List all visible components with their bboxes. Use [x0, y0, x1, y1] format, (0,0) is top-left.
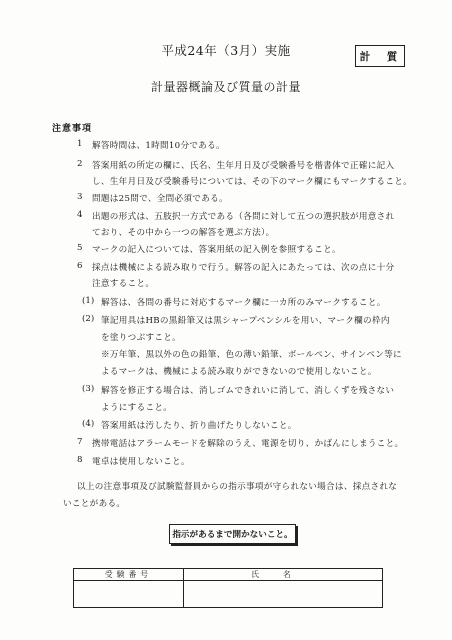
note-line: ※万年筆、黒以外の色の鉛筆、色の薄い鉛筆、ボールペン、サインペン等に [101, 350, 402, 360]
note-line: し、生年月日及び受験番号については、その下のマーク欄にもマークすること。 [92, 177, 413, 187]
exam-title: 計量器概論及び質量の計量 [150, 80, 301, 94]
note-line: よるマークは、機械による読み取りができないので使用しないこと。 [101, 367, 377, 377]
table-divider [183, 569, 184, 607]
note-line: 出題の形式は、五肢択一方式である（各問に対して五つの選択肢が用意され [92, 212, 395, 222]
note-line: ており、その中から一つの解答を選ぶ方法）。 [92, 228, 275, 238]
note-line: 採点は機械による読み取りで行う。解答の記入にあたっては、次の点に十分 [92, 263, 395, 273]
note-number: 7 [77, 437, 83, 447]
note-subnumber: (2) [82, 314, 95, 324]
closing-line-2: いことがある。 [63, 499, 126, 509]
note-line: を塗りつぶすこと。 [101, 333, 182, 343]
note-number: 3 [77, 192, 83, 202]
note-line: 答案用紙は汚したり、折り曲げたりしないこと。 [101, 421, 297, 431]
note-subnumber: (1) [82, 296, 95, 306]
name-header: 氏名 [251, 570, 315, 579]
exam-number-header: 受験番号 [104, 570, 153, 579]
note-subnumber: (3) [82, 384, 95, 394]
note-line: ようにすること。 [101, 403, 173, 413]
exam-number-field[interactable] [75, 581, 182, 607]
note-line: 電卓は使用しないこと。 [92, 457, 190, 467]
note-line: 解答を修正する場合は、消しゴムできれいに消して、消しくずを残さない [101, 386, 395, 396]
note-number: 4 [77, 210, 83, 220]
notes-heading: 注意事項 [52, 124, 93, 134]
note-number: 6 [77, 261, 83, 271]
note-line: 携帯電話はアラームモードを解除のうえ、電源を切り、かばんにしまうこと。 [92, 439, 404, 449]
note-number: 5 [77, 243, 83, 253]
candidate-info-table [73, 568, 383, 608]
note-line: 問題は25問で、全問必須である。 [92, 194, 228, 204]
subject-badge: 計 質 [355, 45, 405, 67]
note-number: 2 [77, 159, 83, 169]
note-line: 注意すること。 [92, 279, 155, 289]
name-field[interactable] [185, 581, 381, 607]
note-subnumber: (4) [82, 419, 95, 429]
note-line: 解答時間は、1時間10分である。 [92, 141, 225, 151]
note-line: マークの記入については、答案用紙の記入例を参照すること。 [92, 245, 341, 255]
exam-date: 平成24年（3月）実施 [161, 43, 291, 58]
closing-line-1: 以上の注意事項及び試験監督員からの指示事項が守られない場合は、採点されな [77, 482, 398, 492]
note-line: 答案用紙の所定の欄に、氏名、生年月日及び受験番号を楷書体で正確に記入 [92, 161, 395, 171]
note-number: 1 [77, 139, 83, 149]
note-line: 筆記用具はHBの黒鉛筆又は黒シャープペンシルを用い、マーク欄の枠内 [101, 316, 390, 326]
note-number: 8 [77, 455, 83, 465]
do-not-open-notice: 指示があるまで開かないこと。 [169, 524, 296, 544]
note-line: 解答は、各問の番号に対応するマーク欄に一カ所のみマークすること。 [101, 298, 386, 308]
